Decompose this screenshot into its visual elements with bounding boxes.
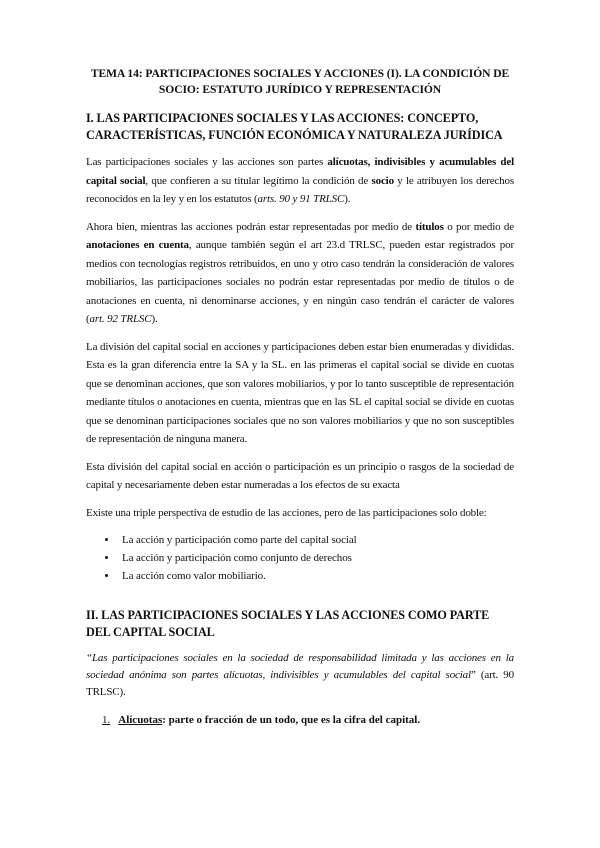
document-title: TEMA 14: PARTICIPACIONES SOCIALES Y ACCIONES (I). LA CONDICIÓN DE SOCIO: ESTATUTO JURÍDICO Y REPRESENTACIÓN [90,67,510,96]
paragraph-3: La división del capital social en acciones y participaciones deben estar bien enumeradas y divididas. Esta es la gran diferencia entre la SA y la SL. en las primeras el capital social se divide en cuotas que se denominan acciones, que son valores mobiliarios, y por lo tanto susceptible de representación mediante títulos o anotaciones en cuenta, mientras que en las SL el capital social se divide en cuotas que se denominan participaciones sociales que no son valores mobiliarios y que no son susceptibles de representación de ninguna manera. [86,340,514,445]
section-2-heading: II. LAS PARTICIPACIONES SOCIALES Y LAS ACCIONES COMO PARTE DEL CAPITAL SOCIAL [86,608,490,639]
list-item: • La acción y participación como parte del capital social [118,531,514,549]
section-1-heading: I. LAS PARTICIPACIONES SOCIALES Y LAS ACCIONES: CONCEPTO, CARACTERÍSTICAS, FUNCIÓN ECONÓMICA Y NATURALEZA JURÍDICA [86,111,503,142]
paragraph-2: Ahora bien, mientras las acciones podrán estar representadas por medio de títulos o por medio de anotaciones en cuenta, aunque también según el art 23.d TRLSC, pueden estar registrados por medios con tecnologías registros retribuidos, en uno y otro caso tendrán la consideración de valores mobiliarios, las participaciones sociales no podrán estar representadas por medio de títulos o de anotaciones en cuenta, ni denominarse acciones, y en ningún caso tendrán el carácter de valores (art. 92 TRLSC). [86,220,515,325]
list-item: • La acción y participación como conjunto de derechos [118,549,514,567]
document-page [86,66,514,729]
list-item: • La acción como valor mobiliario. [118,567,514,585]
numbered-item-1: 1. Alícuotas: parte o fracción de un todo, que es la cifra del capital. [102,714,421,726]
perspective-list [86,531,514,585]
paragraph-1: Las participaciones sociales y las acciones son partes alícuotas, indivisibles y acumulables del capital social, que confieren a su titular legítimo la condición de socio y le atribuyen los derechos reconocidos en la ley y en los estatutos (arts. 90 y 91 TRLSC). [86,156,514,205]
legal-quote: “Las participaciones sociales en la sociedad de responsabilidad limitada y las acciones en la sociedad anónima son partes alícuotas, indivisibles y acumulables del capital social” (art. 90 TRLSC). [86,652,514,698]
paragraph-4: Esta división del capital social en acción o participación es un principio o rasgos de la sociedad de capital y necesariamente deben estar numeradas a los efectos de su exacta [86,460,514,491]
paragraph-5: Existe una triple perspectiva de estudio de las acciones, pero de las participaciones solo doble: [86,506,487,519]
